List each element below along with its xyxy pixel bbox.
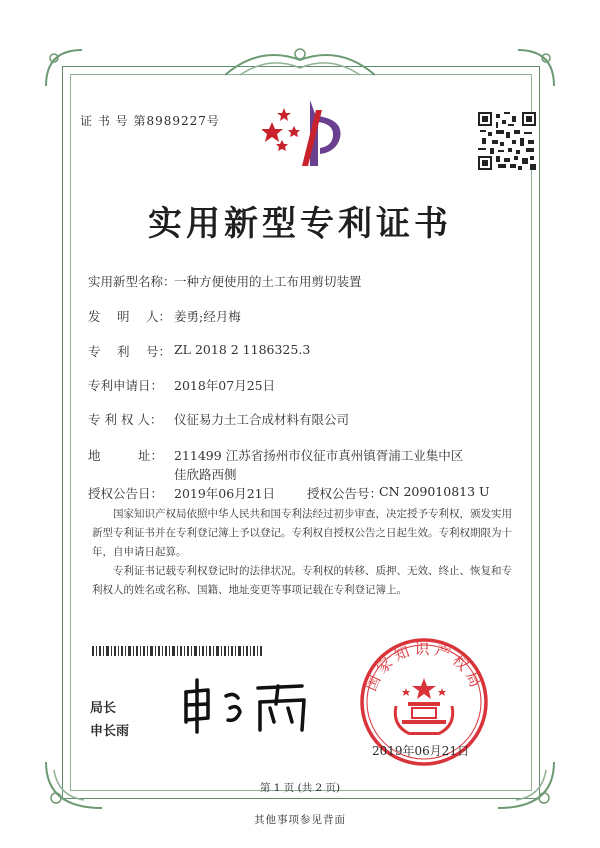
director-signature — [178, 674, 328, 734]
grant-number-label: 授权公告号： — [307, 486, 383, 501]
certificate-title: 实用新型专利证书 — [148, 204, 452, 244]
filing-date-value: 2018年07月25日 — [174, 378, 276, 393]
page-number: 第 1 页 (共 2 页) — [259, 782, 341, 794]
filing-date-row — [88, 376, 276, 394]
grant-number-row — [307, 484, 490, 502]
address-row — [88, 446, 464, 482]
top-ornament — [220, 40, 380, 80]
patent-number-row — [88, 342, 311, 360]
footer-note: 其他事项参见背面 — [254, 814, 346, 826]
inventor-label: 发 明 人： — [88, 309, 171, 324]
inventor-row — [88, 307, 241, 325]
legal-notice — [92, 505, 512, 600]
grant-number-value: CN 209010813 U — [379, 484, 490, 499]
grant-date-label: 授权公告日： — [88, 486, 164, 501]
utility-model-name-label: 实用新型名称： — [88, 274, 176, 289]
grant-date-value: 2019年06月21日 — [174, 486, 276, 501]
utility-model-name-row — [88, 272, 362, 290]
seal-date: 2019年06月21日 — [372, 744, 470, 758]
grant-date-row — [88, 484, 276, 502]
address-label: 地 址： — [88, 448, 164, 463]
director-name: 申长雨 — [90, 724, 130, 739]
qr-code — [478, 112, 536, 170]
notice-paragraph: 专利证书记载专利权登记时的法律状况。专利权的转移、质押、无效、终止、恢复和专利权人的姓名或名称、国籍、地址变更等事项记载在专利登记簿上。 — [92, 565, 512, 596]
notice-paragraph: 国家知识产权局依照中华人民共和国专利法经过初步审查，决定授予专利权，颁发实用新型专利证书并在专利登记簿上予以登记。专利权自授权公告之日起生效。专利权期限为十年，自申请日起算。 — [92, 508, 512, 558]
patentee-row — [88, 410, 350, 428]
address-value: 211499 江苏省扬州市仪征市真州镇胥浦工业集中区佳欣路西侧 — [174, 448, 464, 482]
utility-model-name-value: 一种方便使用的土工布用剪切装置 — [174, 274, 362, 289]
certificate-number: 证 书 号 第8989227号 — [80, 114, 220, 128]
patent-office-logo — [262, 92, 358, 174]
patentee-value: 仪征易力土工合成材料有限公司 — [174, 412, 350, 427]
corner-ornament-top-left — [44, 48, 84, 88]
seal-lettering: 国家知识产权局 — [361, 640, 487, 694]
patentee-label: 专 利 权 人： — [88, 412, 163, 427]
patent-number-value: ZL 2018 2 1186325.3 — [174, 342, 311, 357]
corner-ornament-top-right — [516, 48, 556, 88]
patent-number-label: 专 利 号： — [88, 344, 171, 359]
inventor-value: 姜勇;经月梅 — [174, 309, 241, 324]
director-title: 局长 — [90, 701, 117, 716]
filing-date-label: 专利申请日： — [88, 378, 164, 393]
barcode — [92, 646, 262, 656]
